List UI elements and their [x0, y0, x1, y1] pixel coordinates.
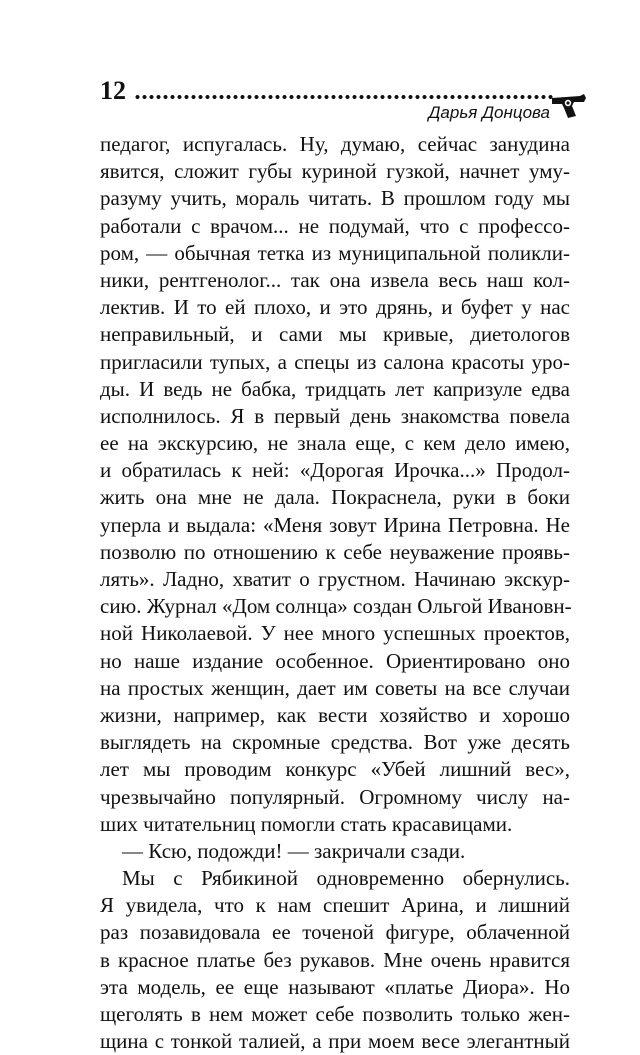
text-line: сию. Журнал «Дом солнца» создан Ольгой Ивановн- — [100, 594, 572, 619]
text-line: чрезвычайно популярный. Огромному числу на- — [100, 784, 570, 809]
text-line: лет мы проводим конкурс «Убей лишний вес», — [100, 757, 570, 782]
text-line: в красное платье без рукавов. Мне очень нравится — [100, 947, 570, 972]
dot-leader — [134, 94, 554, 100]
page-number: 12 — [100, 76, 126, 105]
text-line: но наше издание особенное. Ориентировано оно — [100, 648, 570, 673]
running-header — [100, 74, 588, 130]
text-line: позволю по отношению к себе неуважение проявь- — [100, 539, 570, 564]
text-line: работали с врачом... не подумай, что с профессо- — [100, 213, 570, 238]
text-line: лектив. И то ей плохо, и это дрянь, и буфет у нас — [100, 295, 570, 320]
text-line: щеголять в нем может себе позволить только жен- — [100, 1002, 570, 1026]
revolver-icon — [550, 90, 588, 120]
text-line: неправильный, и сами мы кривые, диетологов — [100, 322, 570, 347]
text-line: явится, сложит губы куриной гузкой, начнет уму- — [100, 159, 570, 184]
text-line: ды. И ведь не бабка, тридцать лет капризуле едва — [100, 376, 570, 401]
text-line: эта модель, ее еще называют «платье Диора». Но — [100, 974, 570, 999]
text-line: ром, — обычная тетка из муниципальной поликли- — [100, 240, 570, 265]
running-header-author: Дарья Донцова — [428, 103, 550, 122]
text-line: жизни, например, как вести хозяйство и хорошо — [100, 702, 570, 727]
text-line: исполнилось. Я в первый день знакомства повела — [100, 403, 570, 428]
text-line: разуму учить, мораль читать. В прошлом году мы — [100, 186, 570, 211]
text-line: жить она мне не дала. Покраснела, руки в боки — [100, 485, 570, 510]
text-line: — Ксю, подожди! — закричали сзади. — [122, 838, 466, 863]
text-line: уперла и выдала: «Меня зовут Ирина Петровна. Не — [100, 512, 570, 537]
text-line: лять». Ладно, хватит о грустном. Начинаю экскур- — [100, 567, 570, 591]
text-line: на простых женщин, дает им советы на все случаи — [100, 675, 570, 700]
text-line: щина с тонкой талией, а при моем весе элегантный — [100, 1029, 570, 1054]
text-line: пригласили тупых, а спецы из салона красоты уро- — [100, 349, 570, 374]
text-line: Мы с Рябикиной одновременно обернулись. — [122, 866, 570, 891]
book-page-text — [100, 131, 570, 1055]
text-line: и обратилась к ней: «Дорогая Ирочка...» Продол- — [100, 458, 570, 483]
text-line: ших читательниц помогли стать красавицами. — [100, 811, 513, 836]
text-line: ее на экскурсию, не знала еще, с кем дело имею, — [100, 431, 570, 456]
text-line: Я увидела, что к нам спешит Арина, и лишний — [100, 893, 570, 918]
text-line: раз позавидовала ее точеной фигуре, облаченной — [100, 920, 570, 945]
text-line: ники, рентгенолог... так она извела весь наш кол- — [100, 267, 570, 292]
text-line: педагог, испугалась. Ну, думаю, сейчас занудина — [100, 132, 570, 156]
text-line: выглядеть на скромные средства. Вот уже десять — [100, 730, 570, 755]
text-line: ной Николаевой. У нее много успешных проектов, — [100, 621, 570, 646]
